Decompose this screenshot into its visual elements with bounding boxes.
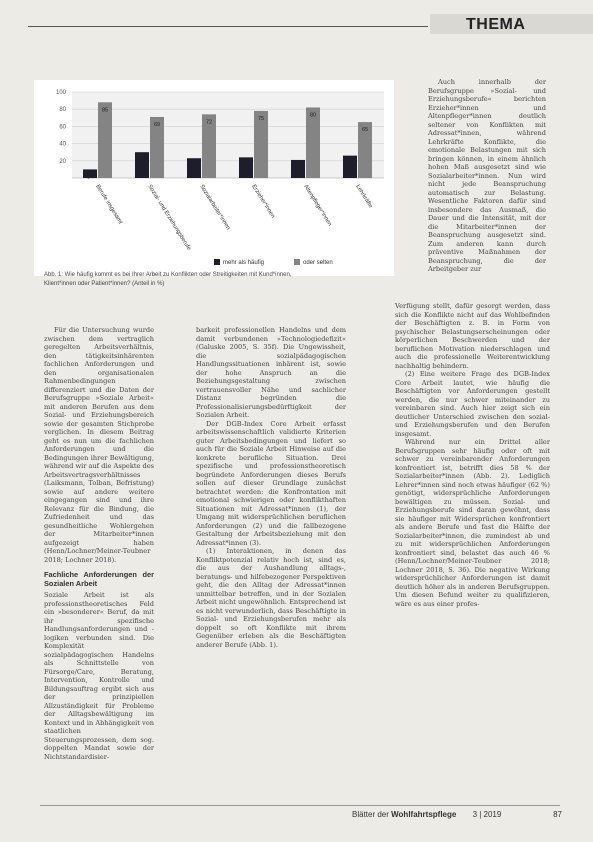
paragraph: Der DGB-Index Core Arbeit erfasst arbeitswissenschaftlich validierte Kriterien guter Arbeitsbedingungen und liefert so auch für die Soziale Arbeit Hinweise auf die konkrete berufliche Situation. Drei spezifische und professionstheoretisch begründete Anforderungen dieses Berufs sollen auf dieser Grundlage zunächst betrachtet werden: die Konfrontation mit emotional schwierigen oder konflikthaften Situationen mit Adressat*innen (1), der Umgang mit widersprüchlichen beruflichen Anforderungen (2) und die fallbezogene Gestaltung der Arbeitsbeziehung mit den Adressat*innen (3). xyxy=(196,419,346,547)
journal-name: Wohlfahrtspflege xyxy=(391,810,457,819)
legend-label: oder selten xyxy=(303,260,333,266)
bar-value-label: 20 xyxy=(294,164,302,171)
paragraph: Soziale Arbeit ist als professionstheoretisches Feld ein »besonderer« Beruf, da mit ihr spezifische Handlungsanforderungen und -logiken verbunden sind. Die Komplexität sozialpädagogischen Handelns als Schnittstelle von Fürsorge/Care, Beratung, Intervention, Kontrolle und Bildungsauftrag ergibt sich aus der prinzipiellen Allzuständigkeit für Probleme der Alltagsbewältigung im Kontext und in Abhängigkeit von staatlichen Steuerungsprozessen, dem sog. doppelten Mandat sowie der Nichtstandardisier- xyxy=(44,591,154,761)
bar-dark xyxy=(343,156,357,178)
paragraph: (2) Eine weitere Frage des DGB-Index Core Arbeit lautet, wie häufig die Beschäftigten vor Anforderungen gestellt werden, die nur schwer miteinander zu vereinbaren sind. Auch hier zeigt sich ein deutlicher Unterschied zwischen den sozial- und Erziehungsberufen und den Berufen insgesamt. xyxy=(395,370,550,438)
legend-swatch xyxy=(294,259,300,265)
footer-rule xyxy=(40,805,560,806)
y-tick-label: 40 xyxy=(59,141,66,148)
bar-value-label: 14 xyxy=(86,174,94,181)
bar-value-label: 65 xyxy=(361,127,369,134)
x-category-label: Altenpfleger*innen xyxy=(302,183,333,228)
section-heading: Fachliche Anforderungen der Sozialen Arbeit xyxy=(44,570,154,588)
bar-value-label: 69 xyxy=(153,121,161,128)
y-tick-label: 60 xyxy=(59,124,66,131)
bar-value-label: 29 xyxy=(190,163,198,170)
section-label: THEMA xyxy=(430,14,593,34)
issue-number: 3 | 2019 xyxy=(472,810,502,819)
text-column-2 xyxy=(196,326,346,649)
text-column-3 xyxy=(428,78,546,274)
paragraph: (1) Interaktionen, in denen das Konfliktpotenzial relativ hoch ist, sind es, die aus der Aushandlung alltags-, beratungs- und hilfebezogener Perspektiven geht, die den Alltag der Adressat*innen unmittelbar betreffen, und in der Sozialen Arbeit nicht ungewöhnlich. Entsprechend ist es nicht verwunderlich, dass Beschäftigte in Sozial- und Erziehungsberufen mehr als doppelt so oft Konflikte mit ihrem Gegenüber erleben als die Beschäftigten anderer Berufe (Abb. 1). xyxy=(196,547,346,649)
bar-value-label: 85 xyxy=(101,107,109,114)
x-category-label: Lehrkräfte xyxy=(354,183,374,210)
figure-caption xyxy=(44,271,394,288)
plot-area xyxy=(72,92,384,181)
paragraph: Für die Untersuchung wurde zwischen dem vertraglich geregelten Arbeitsverhältnis, den tätigkeitsinhärenten fachlichen Anforderungen und den organisationalen Rahmenbedingungen differenziert und die Daten der Berufsgruppe »Soziale Arbeit« mit anderen Berufen aus dem Sozial- und Erziehungsbereich sowie der gesamten Stichprobe verglichen. In diesem Beitrag geht es nun um die fachlichen Anforderungen und die Bedingungen ihrer Bewältigung, während wir auf die Aspekte des Arbeitsvertragsverhältnisses (Laiksmann, Tolban, Befristung) sowie auf andere weitere eingegangen sind und ihre Relevanz für die Bindung, die Zufriedenheit und das gesundheitliche Wohlergehen der Mitarbeiter*innen aufgezeigt haben (Henn/Lochner/Meiner-Teubner 2018; Lochner 2018). xyxy=(44,326,154,564)
bar-value-label: 25 xyxy=(242,162,250,169)
y-tick-label: 20 xyxy=(59,158,66,165)
x-category-label: Sozial- und Erziehungsberufe xyxy=(146,183,192,252)
bar-value-label: 28 xyxy=(138,157,146,164)
y-tick-label: 100 xyxy=(55,90,66,96)
chart xyxy=(34,80,394,276)
bar-value-label: 75 xyxy=(257,115,265,122)
caption-line-2: Klient*innen oder Patient*innen? (Anteil in %) xyxy=(44,280,165,287)
bar-value-label: 72 xyxy=(205,119,213,126)
bar-value-label: 80 xyxy=(309,112,317,119)
paragraph: Während nur ein Drittel aller Berufsgruppen sehr häufig oder oft mit schwer zu vereinbarender Anforderungen konfrontiert ist, betrifft dies 58 % der Sozialarbeiter*innen (Abb. 2). Lediglich Lehrer*innen sind noch etwas häufiger (62 %) genötigt, widersprüchliche Anforderungen bewältigen zu müssen. Sozial- und Erziehungsberufe sind daran gewöhnt, dass sie häufiger mit Widersprüchen konfrontiert als andere Berufe und fast die Hälfte der Sozialarbeiter*innen, die zumindest ab und zu mit widersprüchlichen Anforderungen konfrontiert sind, belastet das auch 46 % (Henn/Lochner/Meiner-Teubner 2018; Lochner 2018, S. 36). Die negative Wirkung widersprüchlicher Anforderungen ist damit deutlich höher als in anderen Berufsgruppen. Um diesen Befund weiter zu qualifizieren, wäre es aus einer profes- xyxy=(395,438,550,608)
x-category-label: Sozialarbeiter*innen xyxy=(198,183,231,232)
y-tick-label: 80 xyxy=(59,107,66,114)
paragraph: barkeit professionellen Handelns und dem damit verbundenen »Technologiedefizit« (Galuske 2005, S. 35f). Die Ungewissheit, die sozialpädagogischen Handlungssituationen inhärent ist, sowie der hohe Anspruch an die Beziehungsgestaltung zwischen vertrauensvoller Nähe und sachlicher Distanz begründen die Professionalisierungsbedürftigkeit der Sozialen Arbeit. xyxy=(196,326,346,419)
journal-prefix: Blätter der xyxy=(352,810,392,819)
header-rule xyxy=(28,26,428,27)
legend-label: mehr als häufig xyxy=(223,260,265,266)
page-number: 87 xyxy=(553,810,562,819)
paragraph: Auch innerhalb der Berufsgruppe »Sozial- und Erziehungsberufe« berichten Erzieher*innen und Altenpfleger*innen deutlich seltener von Konflikten mit Adressat*innen, während Lehrkräfte Konflikte, die emotionale Belastungen mit sich bringen können, in einem ähnlich hohen Maß ausgesetzt sind wie Sozialarbeiter*innen. Nun wird nicht jede Beanspruchung automatisch zur Belastung. Wesentliche Faktoren dafür sind insbesondere das Ausmaß, die Dauer und die Intensität, mit der die Mitarbeiter*innen der Beanspruchung ausgesetzt sind. Zum anderen kann durch präventive Maßnahmen der Beanspruchung, die der Arbeitgeber zur xyxy=(428,78,546,273)
bar-grey xyxy=(98,102,112,178)
bar-dark xyxy=(135,152,149,178)
text-column-1 xyxy=(44,326,154,761)
x-category-label: Berufe insgesamt xyxy=(94,183,124,226)
bar-value-label: 31 xyxy=(346,160,354,167)
caption-line-1: Abb. 1: Wie häufig kommt es bei Ihrer Arbeit zu Konflikten oder Streitigkeiten mit Kund*innen, xyxy=(44,272,292,278)
paragraph: Verfügung stellt, dafür gesorgt werden, dass sich die Konflikte nicht auf das Wohlbefinden der Beschäftigten z. B. in Form von psychischer Belastungserscheinungen oder körperlichen Beschwerden und der beruflichen Motivation niederschlagen und auch die professionelle Weiterentwicklung nachhaltig behindern. xyxy=(395,302,550,370)
page-footer xyxy=(352,810,562,819)
x-category-label: Erzieher*innen xyxy=(250,183,276,220)
legend-swatch xyxy=(214,259,220,265)
text-column-4 xyxy=(395,302,550,608)
bar-chart xyxy=(34,80,394,276)
